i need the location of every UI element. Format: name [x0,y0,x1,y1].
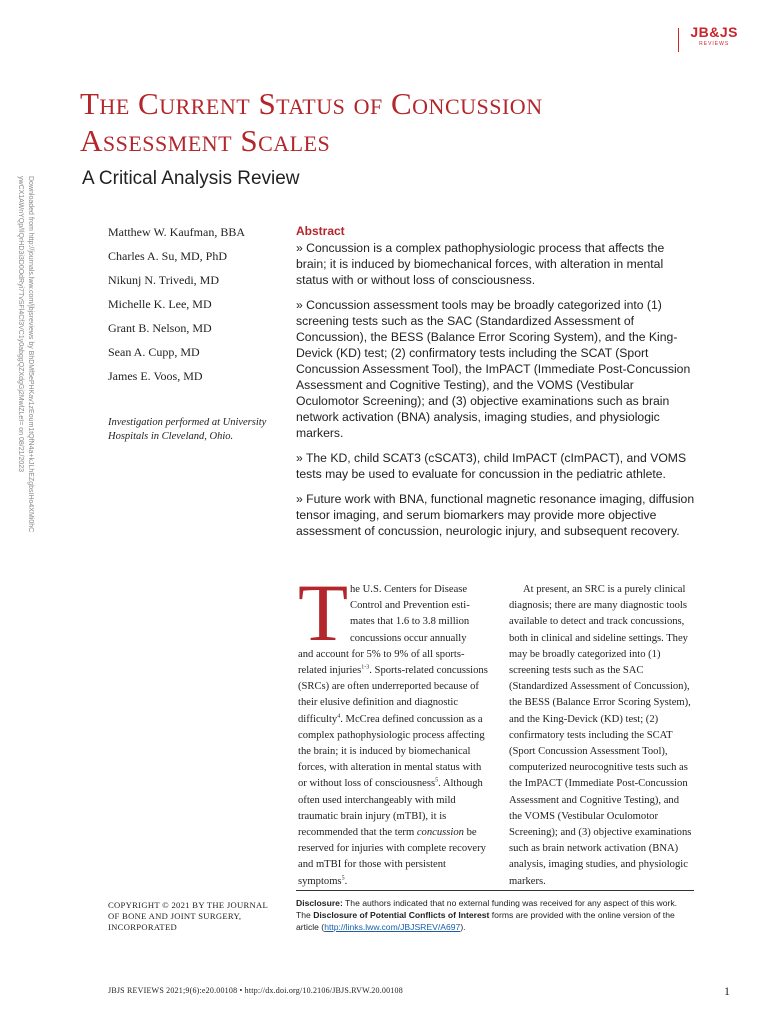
disclosure-text: forms are provided with the online version of the article ( [296,910,675,932]
disclosure-forms: Disclosure of Potential Conflicts of Interest [313,910,490,920]
abstract-point: » Future work with BNA, functional magnetic resonance imaging, diffusion tensor imaging, and serum biomarkers may provide more objective assessment of concussion, neurologic injury, and subsequent recovery. [296,492,695,538]
body-line: concussions occur annually [350,632,467,644]
body-paragraph: At present, an SRC is a purely clinical diagnosis; there are many diagnostic tools available to detect and track concussions, both in clinical and sideline settings. They may be broadly categorized into (1) screening tests such as the SAC (Standardized Assessment of Concussion), the BESS (Balance Error Scoring System), and the King-Devick (KD) test; (2) confirmatory tests including the SCAT (Sport Concussion Assessment Tool), computerized neurocognitive tests such as the ImPACT (Immediate Post-Concussion Assessment and Cognitive Testing), and the VOMS (Vestibular Oculomotor Screening); and (3) objective examinations such as brain network activation (BNA) analysis, imaging studies, and physiologic markers. [509,584,692,887]
body-text: . McCrea defined concussion as a complex pathophysiologic process affecting the brain; it is induced by biomechanical forces, with alteration in mental status with or without loss of consciousness [298,713,485,790]
disclosure-box [296,890,694,933]
copyright-notice: COPYRIGHT © 2021 BY THE JOURNAL OF BONE AND JOINT SURGERY, INCORPORATED [108,900,268,932]
disclosure-label: Disclosure: [296,898,343,908]
author: Michelle K. Lee, MD [108,297,212,311]
logo-mark: JB&JS [690,24,738,40]
citation-link[interactable]: 5 [435,777,439,784]
page-footer: JBJS REVIEWS 2021;9(6):e20.00108 • http://dx.doi.org/10.2106/JBJS.RVW.20.00108 [108,986,403,995]
author: Nikunj N. Trivedi, MD [108,273,220,287]
logo-subtitle: REVIEWS [699,41,730,47]
drop-cap-letter: T [298,567,349,658]
abstract-point: » Concussion is a complex pathophysiologic process that affects the brain; it is induced by biomechanical forces, with alteration in mental status with or without loss of consciousness. [296,241,665,287]
title-line-1: The Current Status of Concussion [80,86,543,121]
page-number: 1 [724,984,730,998]
article-title [80,85,700,159]
body-line: Control and Prevention esti- [350,600,470,612]
body-line: mates that 1.6 to 3.8 million [350,616,470,628]
disclosure-link[interactable]: http://links.lww.com/JBJSREV/A697 [324,922,461,932]
body-column-2 [509,582,692,890]
body-column-1 [298,582,488,890]
investigation-note: Investigation performed at University Hospitals in Cleveland, Ohio. [108,417,267,442]
author: Matthew W. Kaufman, BBA [108,225,245,239]
author: James E. Voos, MD [108,369,203,383]
journal-logo [690,24,738,47]
logo-divider [678,28,679,52]
abstract [296,223,696,548]
watermark-line-1: Downloaded from http://journals.lww.com/jbjsreviews by BhDMf5ePHKav1zEoum1tQfN4a+kJLhEZgbsIHo4XMi0hC [27,176,34,533]
body-text: . Although often used interchangeably with mild traumatic brain injury (mTBI), it is recommended that the term [298,778,483,839]
emphasis: concussion [416,827,464,839]
title-line-2: Assessment Scales [80,123,331,158]
author: Charles A. Su, MD, PhD [108,249,228,263]
citation-link[interactable]: 4 [337,713,341,720]
author: Grant B. Nelson, MD [108,321,212,335]
abstract-heading: Abstract [296,224,345,238]
article-subtitle: A Critical Analysis Review [82,168,300,189]
body-line: he U.S. Centers for Disease [350,584,468,595]
citation-link[interactable]: 1-3 [361,664,370,671]
disclosure-text: ). [460,922,466,932]
disclosure-text: The authors indicated that no external funding was received for any aspect of this work. The [296,898,678,920]
body-text: and account for 5% to 9% of all sports-related injuries [298,648,465,677]
abstract-point: » Concussion assessment tools may be broadly categorized into (1) screening tests such as the SAC (Standardized Assessment of Concussion), the BESS (Balance Error Scoring System), and the King-Devick (KD) test; (2) confirmatory tests including the SCAT (Sport Concussion Assessment Tool), the ImPACT (Immediate Post-Concussion Assessment and Cognitive Testing), and the VOMS (Vestibular Oculomotor Screening); and (3) objective examinations such as brain network activation (BNA) analysis, imaging studies, and physiologic markers. [296,298,691,440]
author: Sean A. Cupp, MD [108,345,200,359]
body-text: . Sports-related concussions (SRCs) are often underreported because of their elusive definition and diagnostic difficulty [298,665,488,725]
body-text: be reserved for injuries with complete recovery and mTBI for those with persistent symptoms [298,827,486,887]
citation-link[interactable]: 5 [341,875,345,882]
abstract-point: » The KD, child SCAT3 (cSCAT3), child ImPACT (cImPACT), and VOMS tests may be used to evaluate for concussion in the pediatric athlete. [296,451,687,481]
body-text: . [344,875,348,887]
author-list [108,224,245,392]
download-watermark [12,176,42,636]
watermark-line-2: ywCX1AWnYQp/IlQrHD3i3D0OdRyi7TvSFl4Cf3VC1y0abggQZXdgGj2MwlZLeI= on 08/21/2023 [17,176,24,473]
